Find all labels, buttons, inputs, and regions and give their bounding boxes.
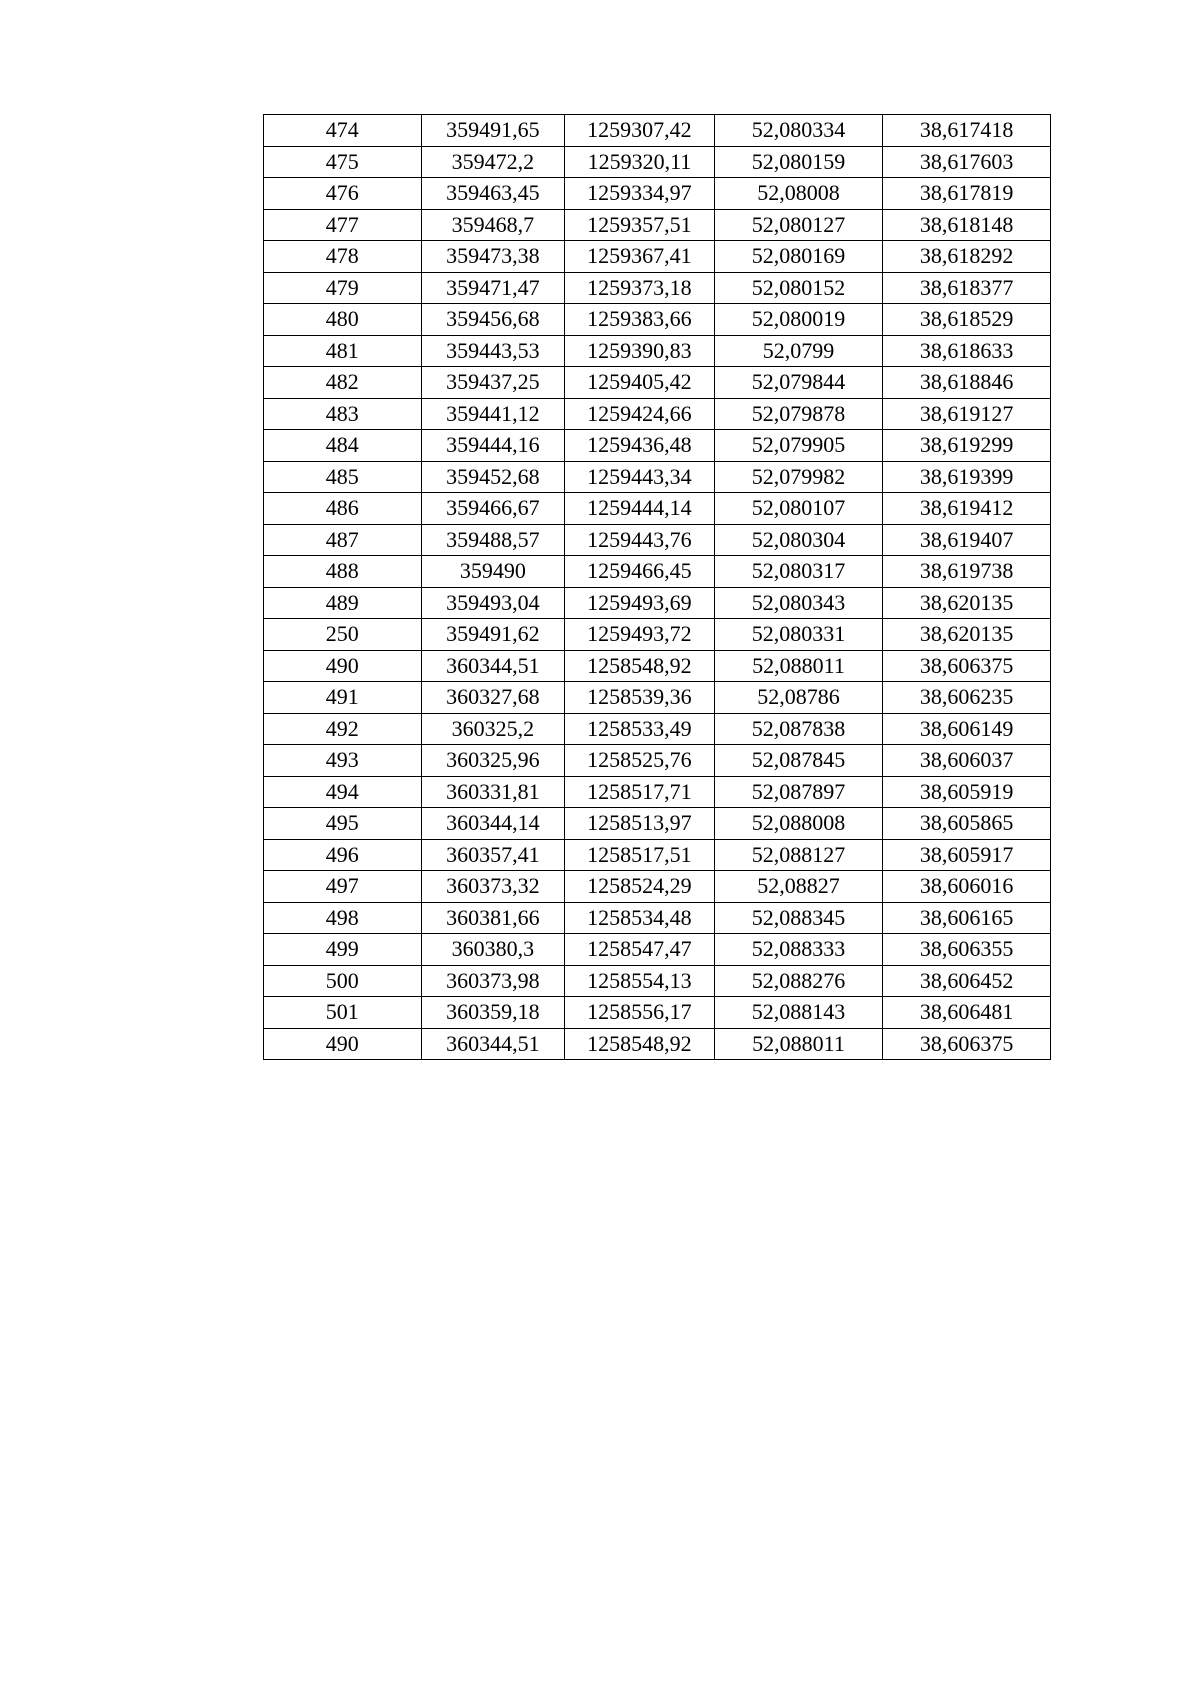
longitude-cell: 38,617819 xyxy=(883,178,1051,210)
point-number-cell: 481 xyxy=(264,335,422,367)
latitude-cell: 52,08827 xyxy=(714,871,883,903)
latitude-cell: 52,08786 xyxy=(714,682,883,714)
y-coordinate-cell: 1258547,47 xyxy=(565,934,715,966)
x-coordinate-cell: 359452,68 xyxy=(421,461,565,493)
y-coordinate-cell: 1259466,45 xyxy=(565,556,715,588)
point-number-cell: 501 xyxy=(264,997,422,1029)
y-coordinate-cell: 1259493,69 xyxy=(565,587,715,619)
point-number-cell: 490 xyxy=(264,650,422,682)
y-coordinate-cell: 1258539,36 xyxy=(565,682,715,714)
latitude-cell: 52,088011 xyxy=(714,650,883,682)
table-row xyxy=(264,871,1051,903)
longitude-cell: 38,619127 xyxy=(883,398,1051,430)
table-row xyxy=(264,241,1051,273)
point-number-cell: 476 xyxy=(264,178,422,210)
y-coordinate-cell: 1259436,48 xyxy=(565,430,715,462)
latitude-cell: 52,088333 xyxy=(714,934,883,966)
x-coordinate-cell: 359456,68 xyxy=(421,304,565,336)
x-coordinate-cell: 359473,38 xyxy=(421,241,565,273)
x-coordinate-cell: 359463,45 xyxy=(421,178,565,210)
x-coordinate-cell: 359491,62 xyxy=(421,619,565,651)
table-row xyxy=(264,304,1051,336)
table-row xyxy=(264,178,1051,210)
table-row xyxy=(264,209,1051,241)
latitude-cell: 52,088345 xyxy=(714,902,883,934)
point-number-cell: 484 xyxy=(264,430,422,462)
longitude-cell: 38,619299 xyxy=(883,430,1051,462)
longitude-cell: 38,606375 xyxy=(883,650,1051,682)
table-row xyxy=(264,430,1051,462)
x-coordinate-cell: 360325,96 xyxy=(421,745,565,777)
longitude-cell: 38,619407 xyxy=(883,524,1051,556)
x-coordinate-cell: 360373,98 xyxy=(421,965,565,997)
longitude-cell: 38,618377 xyxy=(883,272,1051,304)
latitude-cell: 52,080152 xyxy=(714,272,883,304)
table-row xyxy=(264,965,1051,997)
table-row xyxy=(264,839,1051,871)
x-coordinate-cell: 359471,47 xyxy=(421,272,565,304)
table-row xyxy=(264,398,1051,430)
y-coordinate-cell: 1259367,41 xyxy=(565,241,715,273)
longitude-cell: 38,606149 xyxy=(883,713,1051,745)
latitude-cell: 52,088276 xyxy=(714,965,883,997)
point-number-cell: 500 xyxy=(264,965,422,997)
latitude-cell: 52,080169 xyxy=(714,241,883,273)
latitude-cell: 52,080343 xyxy=(714,587,883,619)
x-coordinate-cell: 360327,68 xyxy=(421,682,565,714)
table-row xyxy=(264,335,1051,367)
y-coordinate-cell: 1258525,76 xyxy=(565,745,715,777)
point-number-cell: 498 xyxy=(264,902,422,934)
longitude-cell: 38,620135 xyxy=(883,587,1051,619)
longitude-cell: 38,617603 xyxy=(883,146,1051,178)
longitude-cell: 38,620135 xyxy=(883,619,1051,651)
table-row xyxy=(264,682,1051,714)
longitude-cell: 38,618846 xyxy=(883,367,1051,399)
point-number-cell: 482 xyxy=(264,367,422,399)
point-number-cell: 488 xyxy=(264,556,422,588)
latitude-cell: 52,079844 xyxy=(714,367,883,399)
point-number-cell: 496 xyxy=(264,839,422,871)
y-coordinate-cell: 1258533,49 xyxy=(565,713,715,745)
table-row xyxy=(264,493,1051,525)
longitude-cell: 38,605865 xyxy=(883,808,1051,840)
x-coordinate-cell: 360325,2 xyxy=(421,713,565,745)
y-coordinate-cell: 1258524,29 xyxy=(565,871,715,903)
y-coordinate-cell: 1259443,34 xyxy=(565,461,715,493)
x-coordinate-cell: 359490 xyxy=(421,556,565,588)
point-number-cell: 491 xyxy=(264,682,422,714)
longitude-cell: 38,606481 xyxy=(883,997,1051,1029)
point-number-cell: 495 xyxy=(264,808,422,840)
longitude-cell: 38,606165 xyxy=(883,902,1051,934)
coordinates-table xyxy=(263,114,1051,1060)
x-coordinate-cell: 360357,41 xyxy=(421,839,565,871)
longitude-cell: 38,606235 xyxy=(883,682,1051,714)
x-coordinate-cell: 360381,66 xyxy=(421,902,565,934)
x-coordinate-cell: 360380,3 xyxy=(421,934,565,966)
longitude-cell: 38,618148 xyxy=(883,209,1051,241)
y-coordinate-cell: 1258517,51 xyxy=(565,839,715,871)
y-coordinate-cell: 1259320,11 xyxy=(565,146,715,178)
y-coordinate-cell: 1258517,71 xyxy=(565,776,715,808)
longitude-cell: 38,606452 xyxy=(883,965,1051,997)
latitude-cell: 52,079982 xyxy=(714,461,883,493)
latitude-cell: 52,080159 xyxy=(714,146,883,178)
point-number-cell: 485 xyxy=(264,461,422,493)
longitude-cell: 38,619399 xyxy=(883,461,1051,493)
point-number-cell: 487 xyxy=(264,524,422,556)
point-number-cell: 489 xyxy=(264,587,422,619)
latitude-cell: 52,088127 xyxy=(714,839,883,871)
x-coordinate-cell: 359437,25 xyxy=(421,367,565,399)
latitude-cell: 52,088143 xyxy=(714,997,883,1029)
table-row xyxy=(264,997,1051,1029)
y-coordinate-cell: 1259443,76 xyxy=(565,524,715,556)
latitude-cell: 52,080019 xyxy=(714,304,883,336)
y-coordinate-cell: 1259390,83 xyxy=(565,335,715,367)
y-coordinate-cell: 1259424,66 xyxy=(565,398,715,430)
longitude-cell: 38,606355 xyxy=(883,934,1051,966)
x-coordinate-cell: 360344,14 xyxy=(421,808,565,840)
latitude-cell: 52,080331 xyxy=(714,619,883,651)
x-coordinate-cell: 359491,65 xyxy=(421,115,565,147)
table-row xyxy=(264,367,1051,399)
x-coordinate-cell: 360373,32 xyxy=(421,871,565,903)
x-coordinate-cell: 359443,53 xyxy=(421,335,565,367)
y-coordinate-cell: 1259357,51 xyxy=(565,209,715,241)
point-number-cell: 250 xyxy=(264,619,422,651)
table-row xyxy=(264,115,1051,147)
table-row xyxy=(264,461,1051,493)
y-coordinate-cell: 1259307,42 xyxy=(565,115,715,147)
x-coordinate-cell: 359488,57 xyxy=(421,524,565,556)
x-coordinate-cell: 359441,12 xyxy=(421,398,565,430)
latitude-cell: 52,080127 xyxy=(714,209,883,241)
x-coordinate-cell: 360344,51 xyxy=(421,1028,565,1060)
y-coordinate-cell: 1258548,92 xyxy=(565,1028,715,1060)
point-number-cell: 477 xyxy=(264,209,422,241)
longitude-cell: 38,605919 xyxy=(883,776,1051,808)
longitude-cell: 38,619412 xyxy=(883,493,1051,525)
point-number-cell: 497 xyxy=(264,871,422,903)
y-coordinate-cell: 1258548,92 xyxy=(565,650,715,682)
y-coordinate-cell: 1259383,66 xyxy=(565,304,715,336)
latitude-cell: 52,088011 xyxy=(714,1028,883,1060)
latitude-cell: 52,080107 xyxy=(714,493,883,525)
table-row xyxy=(264,1028,1051,1060)
x-coordinate-cell: 360344,51 xyxy=(421,650,565,682)
longitude-cell: 38,618633 xyxy=(883,335,1051,367)
table-row xyxy=(264,619,1051,651)
point-number-cell: 479 xyxy=(264,272,422,304)
y-coordinate-cell: 1258556,17 xyxy=(565,997,715,1029)
table-row xyxy=(264,902,1051,934)
longitude-cell: 38,617418 xyxy=(883,115,1051,147)
latitude-cell: 52,08008 xyxy=(714,178,883,210)
latitude-cell: 52,087845 xyxy=(714,745,883,777)
latitude-cell: 52,087897 xyxy=(714,776,883,808)
latitude-cell: 52,087838 xyxy=(714,713,883,745)
table-row xyxy=(264,776,1051,808)
longitude-cell: 38,606037 xyxy=(883,745,1051,777)
table-row xyxy=(264,272,1051,304)
table-row xyxy=(264,650,1051,682)
x-coordinate-cell: 359466,67 xyxy=(421,493,565,525)
coordinates-table-body xyxy=(264,115,1051,1060)
table-row xyxy=(264,146,1051,178)
x-coordinate-cell: 359472,2 xyxy=(421,146,565,178)
longitude-cell: 38,605917 xyxy=(883,839,1051,871)
table-row xyxy=(264,713,1051,745)
point-number-cell: 478 xyxy=(264,241,422,273)
y-coordinate-cell: 1258554,13 xyxy=(565,965,715,997)
y-coordinate-cell: 1259373,18 xyxy=(565,272,715,304)
point-number-cell: 494 xyxy=(264,776,422,808)
latitude-cell: 52,088008 xyxy=(714,808,883,840)
y-coordinate-cell: 1258534,48 xyxy=(565,902,715,934)
longitude-cell: 38,618529 xyxy=(883,304,1051,336)
x-coordinate-cell: 359493,04 xyxy=(421,587,565,619)
point-number-cell: 492 xyxy=(264,713,422,745)
table-row xyxy=(264,745,1051,777)
y-coordinate-cell: 1259444,14 xyxy=(565,493,715,525)
latitude-cell: 52,0799 xyxy=(714,335,883,367)
y-coordinate-cell: 1259334,97 xyxy=(565,178,715,210)
x-coordinate-cell: 359468,7 xyxy=(421,209,565,241)
y-coordinate-cell: 1258513,97 xyxy=(565,808,715,840)
table-row xyxy=(264,524,1051,556)
table-row xyxy=(264,934,1051,966)
point-number-cell: 474 xyxy=(264,115,422,147)
latitude-cell: 52,079878 xyxy=(714,398,883,430)
longitude-cell: 38,619738 xyxy=(883,556,1051,588)
point-number-cell: 475 xyxy=(264,146,422,178)
latitude-cell: 52,079905 xyxy=(714,430,883,462)
x-coordinate-cell: 359444,16 xyxy=(421,430,565,462)
longitude-cell: 38,606016 xyxy=(883,871,1051,903)
y-coordinate-cell: 1259493,72 xyxy=(565,619,715,651)
latitude-cell: 52,080334 xyxy=(714,115,883,147)
point-number-cell: 486 xyxy=(264,493,422,525)
table-row xyxy=(264,808,1051,840)
latitude-cell: 52,080317 xyxy=(714,556,883,588)
point-number-cell: 490 xyxy=(264,1028,422,1060)
longitude-cell: 38,618292 xyxy=(883,241,1051,273)
longitude-cell: 38,606375 xyxy=(883,1028,1051,1060)
table-row xyxy=(264,556,1051,588)
point-number-cell: 483 xyxy=(264,398,422,430)
y-coordinate-cell: 1259405,42 xyxy=(565,367,715,399)
x-coordinate-cell: 360359,18 xyxy=(421,997,565,1029)
table-row xyxy=(264,587,1051,619)
point-number-cell: 499 xyxy=(264,934,422,966)
latitude-cell: 52,080304 xyxy=(714,524,883,556)
x-coordinate-cell: 360331,81 xyxy=(421,776,565,808)
point-number-cell: 480 xyxy=(264,304,422,336)
point-number-cell: 493 xyxy=(264,745,422,777)
